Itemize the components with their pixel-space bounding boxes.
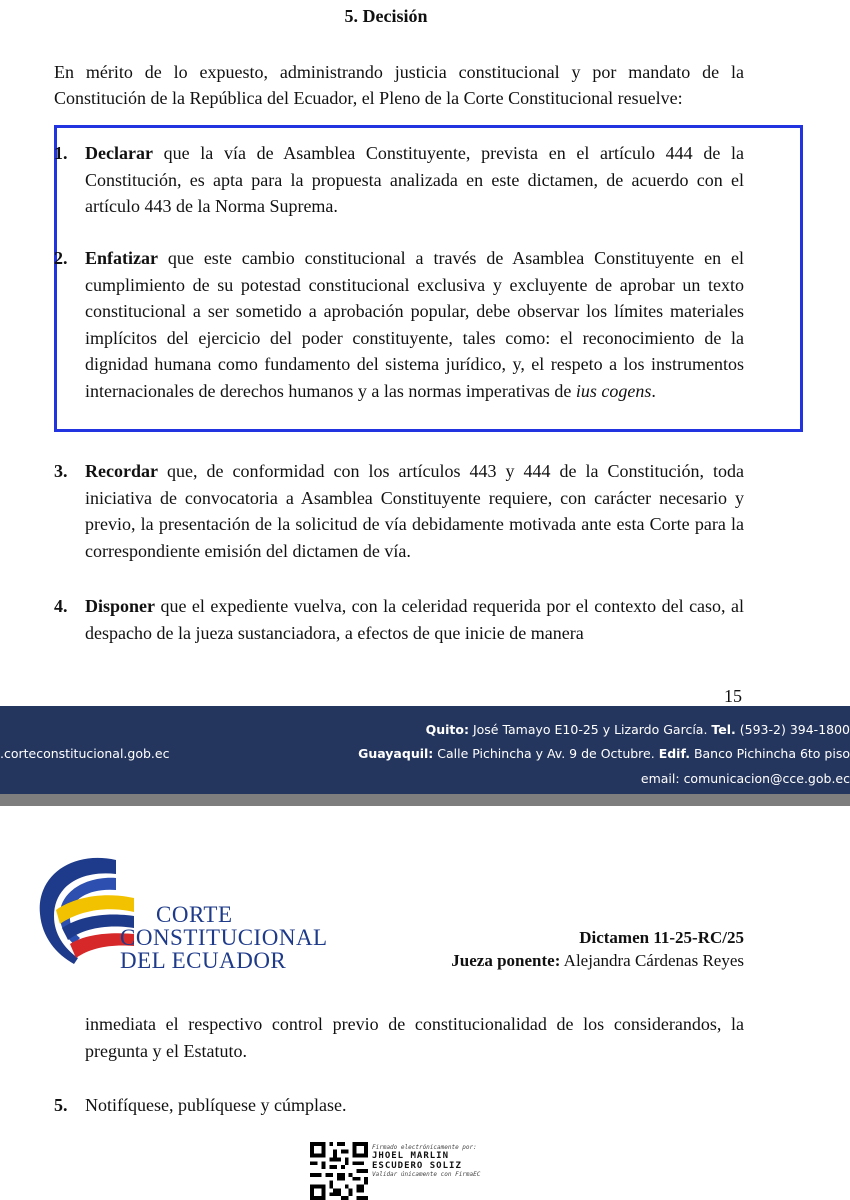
signature-validate: Validar únicamente con FirmaEC: [372, 1171, 481, 1178]
decision-item-4: [54, 593, 744, 646]
item-text: que, de conformidad con los artículos 443 y 444 de la Constitución, toda iniciativa de convocatoria a Asamblea Constituyente requiere, con carácter necesario y previo, la presentación de la solicitud de vía debidamente motivada ante esta Corte para la correspondiente emisión del dictamen de vía.: [85, 461, 744, 561]
item-keyword: Disponer: [85, 596, 156, 616]
logo-line-2: CONSTITUCIONAL: [120, 925, 328, 950]
item-keyword: Recordar: [85, 461, 158, 481]
item-text: que este cambio constitucional a través de Asamblea Constituyente en el cumplimiento de su potestad constitucional exclusiva y excluyente de aprobar un texto constitucional a ser sometido a aprobación popular, debe observar los límites materiales implícitos del ejercicio del poder constituyente, tales como: el reconocimiento de la dignidad humana como fundamento del sistema jurídico, y, el respeto a los instrumentos internacionales de derechos humanos y a las normas imperativas de: [85, 248, 744, 401]
page-number: 15: [724, 686, 742, 706]
footer-guayaquil: Guayaquil: Calle Pichincha y Av. 9 de Octubre. Edif. Banco Pichincha 6to piso: [358, 746, 850, 761]
continuation-paragraph: inmediata el respectivo control previo de constitucionalidad de los considerandos, la pregunta y el Estatuto.: [85, 1014, 744, 1061]
item-number: 2.: [54, 248, 68, 268]
item-keyword: Enfatizar: [85, 248, 158, 268]
item-text: que el expediente vuelva, con la celeridad requerida por el contexto del caso, al despacho de la jueza sustanciadora, a efectos de que inicie de manera: [85, 596, 744, 643]
item-number: 1.: [54, 143, 68, 163]
item-text: que la vía de Asamblea Constituyente, prevista en el artículo 444 de la Constitución, es apta para la propuesta analizada en este dictamen, de acuerdo con el artículo 443 de la Norma Suprema.: [85, 143, 744, 216]
dictamen-title: Dictamen 11-25-RC/25: [579, 928, 744, 947]
signature-name-1: JHOEL MARLIN: [372, 1151, 450, 1161]
signature-caption: Firmado electrónicamente por:: [372, 1144, 477, 1151]
footer-shadow: [0, 794, 850, 806]
item-number: 3.: [54, 461, 68, 481]
item-italic: ius cogens: [575, 380, 652, 401]
electronic-signature: [372, 1144, 480, 1178]
item-number: 4.: [54, 596, 68, 616]
decision-item-3: [54, 458, 744, 564]
section-title: 5. Decisión: [344, 6, 428, 26]
jueza-ponente: Jueza ponente: Alejandra Cárdenas Reyes: [451, 951, 744, 970]
footer-bar: [0, 706, 850, 794]
item-end: .: [651, 380, 656, 401]
item-keyword: Declarar: [85, 143, 153, 163]
item-text: Notifíquese, publíquese y cúmplase.: [85, 1095, 347, 1115]
decision-item-5: [54, 1092, 744, 1119]
item-number: 5.: [54, 1095, 68, 1115]
intro-paragraph: En mérito de lo expuesto, administrando justicia constitucional y por mandato de la Constitución de la República del Ecuador, el Pleno de la Corte Constitucional resuelve:: [54, 62, 744, 108]
dictamen-header: [451, 926, 744, 972]
qr-code-icon: [309, 1142, 369, 1200]
logo-line-3: DEL ECUADOR: [120, 948, 287, 973]
footer-quito: Quito: José Tamayo E10-25 y Lizardo García. Tel. (593-2) 394-1800: [425, 722, 850, 737]
decision-item-2: [54, 245, 744, 404]
logo-line-1: CORTE: [156, 902, 233, 927]
footer-website[interactable]: .corteconstitucional.gob.ec: [0, 746, 170, 761]
signature-name-2: ESCUDERO SOLIZ: [372, 1161, 462, 1171]
footer-email[interactable]: email: comunicacion@cce.gob.ec: [640, 771, 850, 786]
decision-item-1: [54, 140, 744, 220]
court-logo: [36, 852, 328, 977]
